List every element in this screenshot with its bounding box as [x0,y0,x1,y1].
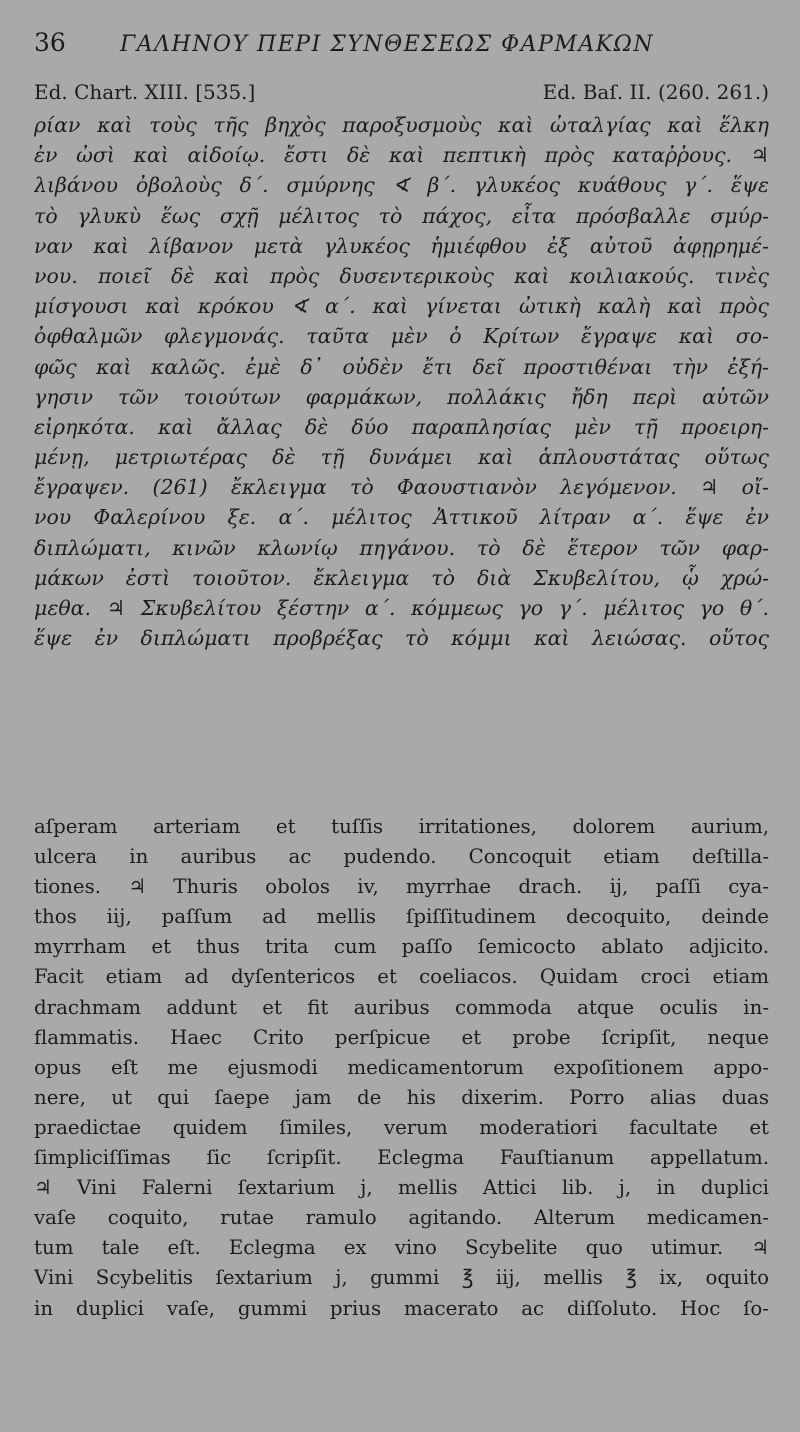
edition-chartier-ref: Ed. Chart. XIII. [535.] [34,80,256,104]
greek-line: εἰρηκότα. καὶ ἄλλας δὲ δύο παραπλησίας μὲν τῇ προειρη- [34,414,769,439]
latin-line: ♃ Vini Falerni ſextarium j, mellis Attici lib. j, in duplici [34,1176,769,1200]
greek-line: ἐν ὠσὶ καὶ αἰδοίῳ. ἔστι δὲ καὶ πεπτικὴ πρὸς καταῤῥους. ♃ [34,143,769,168]
greek-line: μεθα. ♃ Σκυβελίτου ξέστην α΄. κόμμεως γο γ΄. μέλιτος γο θ΄. [34,596,769,620]
greek-line: ὀφθαλμῶν φλεγμονάς. ταῦτα μὲν ὁ Κρίτων ἔγραψε καὶ σο- [34,324,769,349]
greek-text-block [34,110,769,653]
latin-line: opus eſt me ejusmodi medicamentorum expoſitionem appo- [34,1055,769,1079]
greek-line: λιβάνου ὀβολοὺς δ΄. σμύρνης ∢ β΄. γλυκέος κυάθους γ΄. ἕψε [34,173,769,198]
latin-text-block [34,812,769,1324]
page-number: 36 [34,28,66,57]
latin-line: ſimpliciſſimas ſic ſcripſit. Eclegma Fauſtianum appellatum. [34,1146,769,1170]
greek-line: τὸ γλυκὺ ἕως σχῇ μέλιτος τὸ πάχος, εἶτα πρόσβαλλε σμύρ- [34,203,769,228]
latin-line: Facit etiam ad dyſentericos et coeliacos. Quidam croci etiam [34,965,769,989]
latin-line: praedictae quidem ſimiles, verum moderatiori facultate et [34,1115,769,1139]
greek-line: ἔγραψεν. (261) ἔκλειγμα τὸ Φαουστιανὸν λεγόμενον. ♃ οἴ- [34,475,769,500]
greek-line: ἕψε ἐν διπλώματι προβρέξας τὸ κόμμι καὶ λειώσας. οὕτος [34,626,769,651]
latin-line: drachmam addunt et fit auribus commoda atque oculis in- [34,995,769,1019]
edition-reference-row [34,80,769,108]
latin-line: ulcera in auribus ac pudendo. Concoquit etiam deſtilla- [34,845,769,869]
latin-line: Vini Scybelitis ſextarium j, gummi ℥ iij, mellis ℥ ix, oquito [34,1266,769,1290]
greek-line: νου Φαλερίνου ξε. α΄. μέλιτος Ἀττικοῦ λίτραν α΄. ἕψε ἐν [34,505,769,530]
latin-line: nere, ut qui ſaepe jam de his dixerim. Porro alias duas [34,1085,769,1109]
greek-line: γησιν τῶν τοιούτων φαρμάκων, πολλάκις ἤδη περὶ αὐτῶν [34,384,769,409]
running-header [34,28,774,62]
greek-line: μένῃ, μετριωτέρας δὲ τῇ δυνάμει καὶ ἁπλουστάτας οὕτως [34,445,769,470]
latin-line: in duplici vaſe, gummi prius macerato ac diſſoluto. Hoc ſo- [34,1296,769,1320]
greek-line: νου. ποιεῖ δὲ καὶ πρὸς δυσεντερικοὺς καὶ κοιλιακούς. τινὲς [34,263,769,288]
latin-line: myrrham et thus trita cum paſſo ſemicocto ablato adjicito. [34,935,769,959]
latin-line: tum tale eſt. Eclegma ex vino Scybelite quo utimur. ♃ [34,1236,769,1260]
running-title: ΓΑΛΗΝΟΥ ΠΕΡΙ ΣΥΝΘΕΣΕΩΣ ΦΑΡΜΑΚΩΝ [120,32,655,57]
latin-line: thos iij, paſſum ad mellis ſpiſſitudinem decoquito, deinde [34,905,769,929]
greek-line: ναν καὶ λίβανον μετὰ γλυκέος ἡμιέφθου ἐξ αὐτοῦ ἀφῃρημέ- [34,233,769,258]
latin-line: tiones. ♃ Thuris obolos iv, myrrhae drach. ij, paſſi cya- [34,875,769,899]
edition-basel-ref: Ed. Baſ. II. (260. 261.) [542,80,769,104]
greek-line: μίσγουσι καὶ κρόκου ∢ α΄. καὶ γίνεται ὠτικὴ καλὴ καὶ πρὸς [34,294,769,319]
greek-line: μάκων ἐστὶ τοιοῦτον. ἔκλειγμα τὸ διὰ Σκυβελίτου, ᾧ χρώ- [34,565,769,590]
greek-line: φῶς καὶ καλῶς. ἐμὲ δ᾽ οὐδὲν ἔτι δεῖ προστιθέναι τὴν ἐξή- [34,354,769,379]
greek-line: διπλώματι, κινῶν κλωνίῳ πηγάνου. τὸ δὲ ἕτερον τῶν φαρ- [34,535,769,560]
greek-line: ρίαν καὶ τοὺς τῆς βηχὸς παροξυσμοὺς καὶ ὠταλγίας καὶ ἕλκη [34,113,769,137]
latin-line: aſperam arteriam et tuſſis irritationes, dolorem aurium, [34,815,769,838]
latin-line: flammatis. Haec Crito perſpicue et probe ſcripſit, neque [34,1025,769,1049]
latin-line: vaſe coquito, rutae ramulo agitando. Alterum medicamen- [34,1206,769,1230]
